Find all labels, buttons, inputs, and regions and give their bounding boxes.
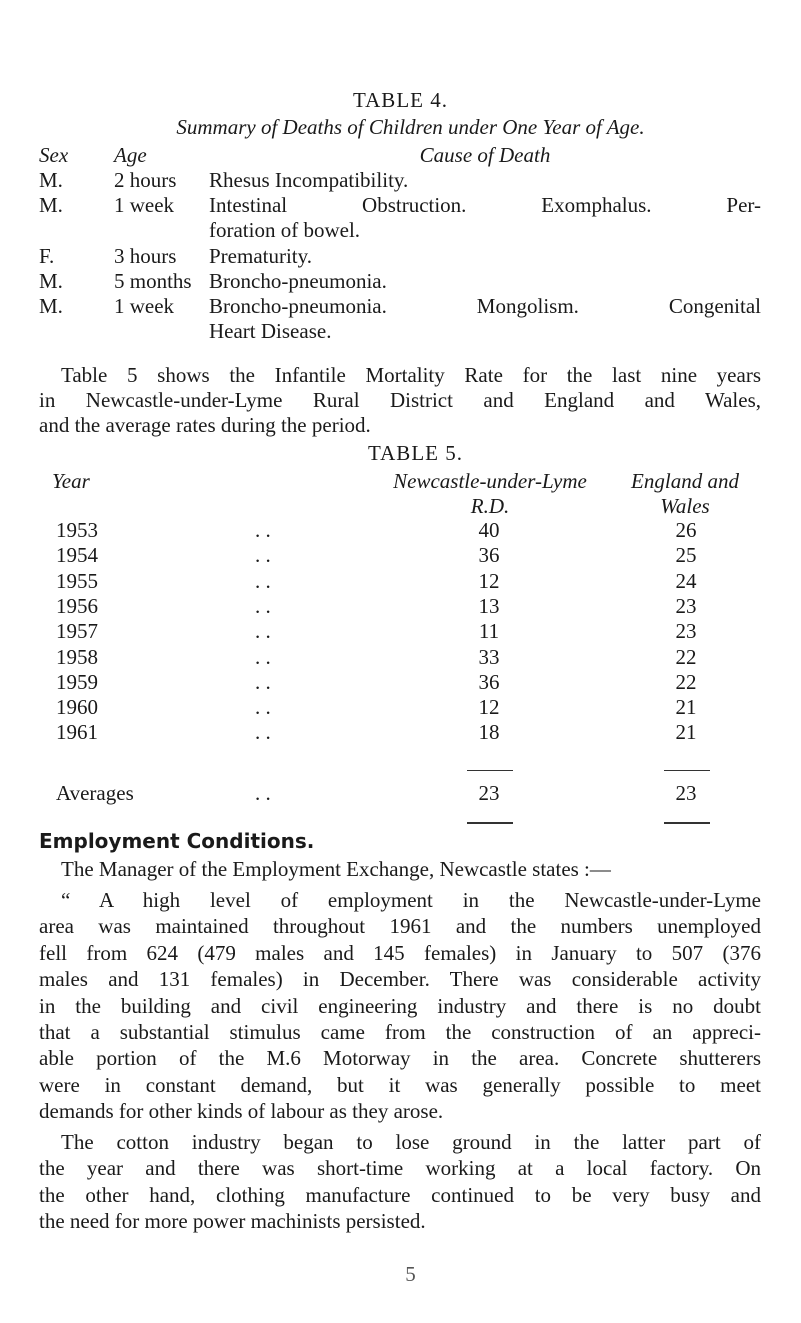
paragraph-line: demands for other kinds of labour as they arose.	[39, 1099, 444, 1124]
table4-subtitle: Summary of Deaths of Children under One Year of Age.	[176, 115, 645, 139]
leader-dots: . .	[255, 518, 271, 542]
intro-line: Table 5 shows the Infantile Mortality Rate for the last nine years	[61, 363, 761, 387]
row-year: 1961	[56, 720, 98, 744]
row-england-wales: 23	[675, 594, 697, 618]
row-newcastle: 18	[478, 720, 500, 744]
row-age: 3 hours	[114, 244, 177, 268]
row-cause-cont: Heart Disease.	[209, 319, 332, 343]
row-cause: Rhesus Incompatibility.	[209, 168, 409, 192]
paragraph-line: area was maintained throughout 1961 and the numbers unemployed	[39, 914, 761, 939]
row-cause: Broncho-pneumonia.	[209, 269, 387, 293]
row-england-wales: 22	[675, 670, 697, 694]
paragraph-line: able portion of the M.6 Motorway in the area. Concrete shutterers	[39, 1046, 761, 1071]
row-newcastle: 33	[478, 645, 500, 669]
paragraph-line: The cotton industry began to lose ground in the latter part of	[61, 1130, 761, 1154]
leader-dots: . .	[255, 781, 271, 805]
paragraph-line: the need for more power machinists persisted.	[39, 1209, 426, 1234]
row-year: 1956	[56, 594, 98, 618]
intro-line: and the average rates during the period.	[39, 413, 371, 437]
intro-line: in Newcastle-under-Lyme Rural District and England and Wales,	[39, 388, 761, 412]
header-wales: Wales	[660, 494, 710, 518]
row-year: 1958	[56, 645, 98, 669]
averages-newcastle: 23	[478, 781, 500, 805]
row-sex: M.	[39, 294, 63, 318]
row-age: 2 hours	[114, 168, 177, 192]
divider	[467, 822, 513, 824]
row-newcastle: 13	[478, 594, 500, 618]
averages-england-wales: 23	[675, 781, 697, 805]
row-year: 1957	[56, 619, 98, 643]
header-newcastle-rd: R.D.	[470, 494, 510, 518]
intro-paragraph	[39, 363, 761, 438]
paragraph-line: that a substantial stimulus came from the construction of an appreci-	[39, 1020, 761, 1045]
row-newcastle: 11	[478, 619, 500, 643]
row-age: 1 week	[114, 294, 175, 318]
header-year: Year	[52, 469, 90, 493]
employment-paragraph-2	[39, 1129, 761, 1235]
header-cause: Cause of Death	[419, 143, 551, 167]
paragraph-line: males and 131 females) in December. There was considerable activity	[39, 967, 761, 992]
row-england-wales: 21	[675, 695, 697, 719]
paragraph-line: in the building and civil engineering industry and there is no doubt	[39, 993, 761, 1018]
row-england-wales: 22	[675, 645, 697, 669]
paragraph-line: the other hand, clothing manufacture continued to be very busy and	[39, 1182, 761, 1207]
row-year: 1959	[56, 670, 98, 694]
employment-paragraph-1	[39, 887, 761, 1125]
row-england-wales: 25	[675, 543, 697, 567]
row-cause: Broncho-pneumonia. Mongolism. Congenital	[209, 294, 761, 318]
divider	[664, 822, 710, 824]
leader-dots: . .	[255, 569, 271, 593]
row-cause-cont: foration of bowel.	[209, 218, 361, 242]
leader-dots: . .	[255, 645, 271, 669]
leader-dots: . .	[255, 695, 271, 719]
page-number: 5	[405, 1262, 416, 1286]
divider	[467, 770, 513, 771]
leader-dots: . .	[255, 670, 271, 694]
row-newcastle: 36	[478, 670, 500, 694]
row-year: 1955	[56, 569, 98, 593]
row-age: 1 week	[114, 193, 175, 217]
row-year: 1954	[56, 543, 98, 567]
header-newcastle: Newcastle-under-Lyme	[393, 469, 587, 493]
table5-title: TABLE 5.	[368, 441, 463, 465]
leader-dots: . .	[255, 720, 271, 744]
header-age: Age	[114, 143, 147, 167]
table4-title: TABLE 4.	[353, 88, 448, 112]
paragraph-line: fell from 624 (479 males and 145 females) in January to 507 (376	[39, 940, 761, 965]
header-england: England and	[631, 469, 739, 493]
row-sex: M.	[39, 193, 63, 217]
averages-label: Averages	[56, 781, 134, 805]
paragraph-line: “ A high level of employment in the Newcastle-under-Lyme	[61, 888, 761, 912]
row-sex: M.	[39, 168, 63, 192]
row-cause: Intestinal Obstruction. Exomphalus. Per-	[209, 193, 761, 217]
section-heading: Employment Conditions.	[39, 829, 315, 853]
row-year: 1960	[56, 695, 98, 719]
row-newcastle: 12	[478, 569, 500, 593]
row-england-wales: 26	[675, 518, 697, 542]
leader-dots: . .	[255, 619, 271, 643]
row-sex: M.	[39, 269, 63, 293]
row-cause: Prematurity.	[209, 244, 313, 268]
header-sex: Sex	[39, 143, 69, 167]
paragraph-line: were in constant demand, but it was generally possible to meet	[39, 1072, 761, 1097]
row-year: 1953	[56, 518, 98, 542]
employment-intro: The Manager of the Employment Exchange, Newcastle states :—	[61, 857, 611, 881]
row-newcastle: 40	[478, 518, 500, 542]
row-sex: F.	[39, 244, 55, 268]
row-newcastle: 12	[478, 695, 500, 719]
divider	[664, 770, 710, 771]
row-age: 5 months	[114, 269, 192, 293]
leader-dots: . .	[255, 594, 271, 618]
leader-dots: . .	[255, 543, 271, 567]
row-newcastle: 36	[478, 543, 500, 567]
paragraph-line: the year and there was short-time working at a local factory. On	[39, 1156, 761, 1181]
row-england-wales: 23	[675, 619, 697, 643]
row-england-wales: 21	[675, 720, 697, 744]
row-england-wales: 24	[675, 569, 697, 593]
